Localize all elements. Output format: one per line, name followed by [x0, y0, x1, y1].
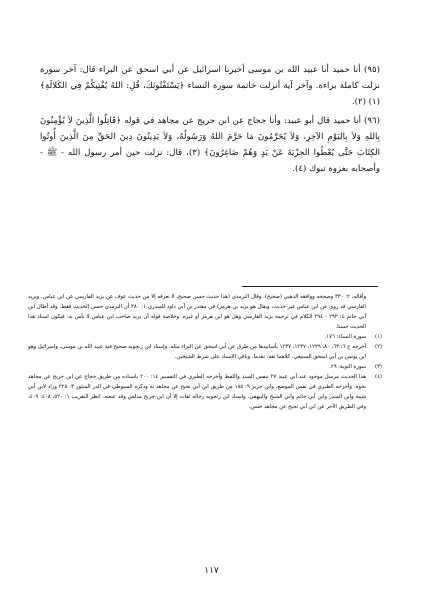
hadith-96: (٩٦) أنا حميد قال أبو عبيد: وأنا حجاج عن ابن جريج عن مجاهد في قوله ﴿قَاتِلُوا الَّذِينَ لاَ يُؤْمِنُونَ بِاللهِ وَلاَ بِاليَوْمِ الآخِرِ، وَلاَ يُحَرِّمُونَ مَا حَرَّمَ اللهُ وَرَسُولُهُ، وَلاَ يَدِينُونَ دِينَ الحَقِّ مِنَ الَّذِينَ أُوتُوا الكِتَابَ حَتَّى يُعْطُوا الجِزْيَةَ عَنْ يَدٍ وَهُمْ صَاغِرُونَ﴾ (٣)، قال: نزلت حين أمر رسول الله - ﷺ - وأصحابه بغزوة تبوك (٤).: [40, 115, 380, 175]
footnote-item: [28, 372, 382, 412]
main-text: [40, 62, 380, 177]
footnote-num: (٢): [374, 344, 382, 350]
main-text-block: [40, 62, 380, 179]
footnotes: [28, 292, 382, 412]
hadith-95: (٩٥) أنا حميد أنا عبيد الله بن موسى أخبرنا اسرائيل عن أبي اسحق عن البراء قال: آخر سورة نزلت كاملة براءة. وآخر آية أنزلت خاتمة سورة النساء ﴿يَسْتَفْتُونَكَ، قُلِ: اللهُ يُفْتِيكُمْ فِي الكَلالَةِ﴾ (١) (٢).: [40, 65, 380, 108]
footnote-item: [28, 342, 382, 362]
footnote-text: وأقاله، ٢: ٣٣٠ وصححه ووافقه الذهبي (صحيح). وقال الترمذي (هذا حديث حسن صحيح، لا نعرفه إلا من حديث عوف عن يزيد الفارسي عن ابن عباس. ويزيد الفارسي قد روى عن ابن عباس غير حديث، ويقال هو يزيد بن هرمز) في مقتدر بن أبي داود للمنذري ١: ٣٨٠ أن الترمذي حسن الحديث فقط. وقد أطال ابن أبي حاتم ٤: ٢٩٣ - ٢٩٤ الكلام في ترجمة يزيد الفارسي وهل هو ابن هرمز أو غيره. وخلاصة قوله أن يزيد صاحب ابن عباس لا بأس به. فيكون اسناد هذا الحديث حسنا.: [28, 294, 366, 330]
footnote-text: سورة التوبة: ٢٩.: [329, 364, 366, 370]
footnote-text: سورة النساء: ١٧٦.: [324, 334, 366, 340]
footnote-text: هذا الحديث مرسل موجود عند أبي عبيد ٢٧ بنفس السند واللفظ وأخرجه الطبري في التفسير ١٤: ٢٠٠ باسناده من طريق حجاج عن ابن جريج عن مجاهد نحوه. وأخرجه الطبري في نفس الموضع، وابن جرير ٩: ١٨٥ من طريق ابن أبي نجيح عن مجاهد به وذكره السيوطي في الدر المنثور ٣: ٢٢٨ وزاد لابن أبي شيبة وابن المنذر وابن أبي حاتم وأبي الشيخ والبيهقي. واسناد ابن زنجويه رجاله ثقات إلا أن ابن جريج مدلس وقد عنعنه. انظر التقريب ١: ٥٢٠، ٤٠٨: ٤٠٩، وفي الطريق الآخر عن ابن أبي نجيح عن مجاهد حسن.: [28, 374, 367, 410]
footnote-text: أخرجه ح ٦: ٦٣، ٨٠، ١٢٣٩، ١٢٣٧، ١٢٣٧ بأسانيدها من طرق عن أبي اسحق عن البراء مثله. وإسناد ابن زنجويه صحيح فيه عبيد الله بن موسى، واسرائيل وهو ابن يونس بن أبي اسحق السبيعي، كلاهما ثقة، تقدما. وباقي الإسناد على شرط الشيخين.: [28, 344, 366, 360]
footnote-item: [28, 362, 382, 372]
footnote-item: [28, 332, 382, 342]
footnote-num: (١): [374, 334, 382, 340]
page-number: ١١٧: [204, 566, 219, 576]
footnote-continued: [28, 292, 382, 332]
footnote-num: (٣): [374, 364, 382, 370]
footnote-divider: [242, 286, 378, 287]
footnote-num: (٤): [374, 374, 382, 380]
